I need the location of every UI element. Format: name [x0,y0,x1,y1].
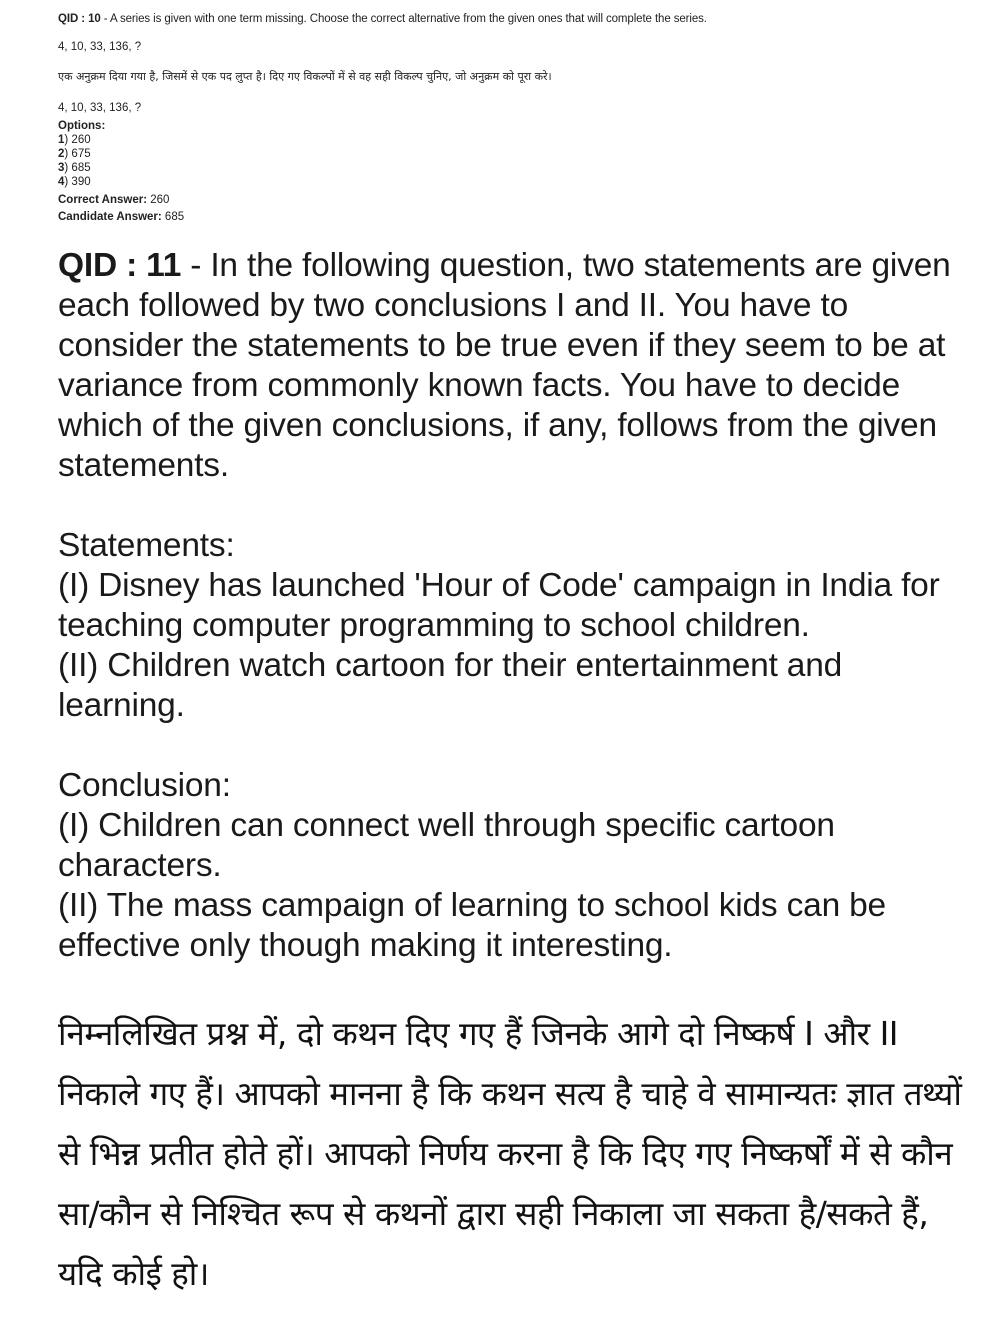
correct-answer-value: 260 [147,194,170,206]
q11-question-text-en: - In the following question, two statements are given each followed by two conclusions I and II. You have to consider the statements to be true even if they seem to be at variance from commonly known facts. You have to decide which of the given conclusions, if any, follows from the given statements. [58,247,951,484]
q10-qid-label: QID : 10 [58,13,101,25]
q10-answers [58,192,184,226]
option-number: 3 [58,162,65,174]
q11-block [58,246,958,966]
option-3 [58,161,105,175]
candidate-answer [58,209,184,226]
q11-qid-label: QID : 11 [58,247,182,284]
q11-question-text-hi [58,1004,968,1304]
q10-question-text-hi: एक अनुक्रम दिया गया है, जिसमें से एक पद लुप्त है। दिए गए विकल्पों में से वह सही विकल्प चुनिए, जो अनुक्रम को पूरा करे। [58,70,552,83]
conclusion-2: (II) The mass campaign of learning to school kids can be effective only though making it interesting. [58,887,886,964]
candidate-answer-value: 685 [161,211,185,223]
statements-title: Statements: [58,527,235,564]
options-title: Options: [58,120,106,132]
conclusion-title: Conclusion: [58,767,231,804]
candidate-answer-label: Candidate Answer: [58,211,162,223]
option-number: 4 [58,176,65,188]
q10-options [58,119,105,189]
option-value: ) 390 [64,176,91,188]
option-4 [58,175,105,189]
q10-question [58,12,707,26]
q10-series-hi: 4, 10, 33, 136, ? [58,102,142,114]
option-2 [58,147,105,161]
correct-answer-label: Correct Answer: [58,194,148,206]
q10-question-text-en: - A series is given with one term missing. Choose the correct alternative from the given ones that will complete the series. [100,13,707,25]
option-number: 1 [58,134,65,146]
q11-question [58,246,958,486]
statement-1: (I) Disney has launched 'Hour of Code' campaign in India for teaching computer programming to school children. [58,567,940,644]
statement-2: (II) Children watch cartoon for their entertainment and learning. [58,647,843,724]
q11-hindi-paragraph: निम्नलिखित प्रश्न में, दो कथन दिए गए हैं जिनके आगे दो निष्कर्ष I और II निकाले गए हैं। आपको मानना है कि कथन सत्य है चाहे वे सामान्यतः ज्ञात तथ्यों से भिन्न प्रतीत होते हों। आपको निर्णय करना है कि दिए गए निष्कर्षों में से कौन सा/कौन से निश्चित रूप से कथनों द्वारा सही निकाला जा सकता है/सकते हैं, यदि कोई हो। [58,1014,962,1293]
correct-answer [58,192,184,209]
q10-series-en: 4, 10, 33, 136, ? [58,41,142,53]
conclusion-1: (I) Children can connect well through specific cartoon characters. [58,807,835,884]
option-number: 2 [58,148,65,160]
option-1 [58,133,105,147]
option-value: ) 685 [64,162,91,174]
option-value: ) 260 [64,134,91,146]
option-value: ) 675 [64,148,91,160]
